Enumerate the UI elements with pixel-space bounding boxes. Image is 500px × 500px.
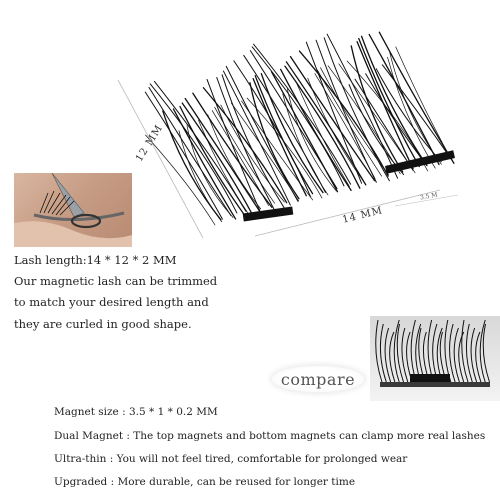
compare-badge: compare	[272, 366, 364, 392]
lash-strand	[297, 83, 350, 186]
spec-magnet-size: Magnet size : 3.5 * 1 * 0.2 MM	[54, 406, 218, 418]
spec-dual-magnet: Dual Magnet : The top magnets and bottom magnets can clamp more real lashes	[54, 430, 486, 442]
compare-lash-strand	[376, 320, 382, 382]
compare-photo	[370, 316, 500, 401]
description-line-2: to match your desired length and	[14, 295, 209, 309]
trimming-photo	[14, 173, 132, 247]
lash-strand	[221, 105, 285, 202]
lash-strand	[145, 92, 222, 219]
height-dimension-label: 12 MM	[134, 122, 166, 164]
lash-strand	[382, 65, 451, 159]
lash-strand	[286, 62, 365, 185]
finger-shape	[14, 221, 132, 247]
compare-lash-strand	[397, 324, 403, 382]
lash-strand	[250, 83, 299, 199]
compare-lash-strand	[462, 320, 468, 382]
lash-strand	[180, 107, 246, 218]
description-line-3: they are curled in good shape.	[14, 317, 192, 331]
description-line-1: Our magnetic lash can be trimmed	[14, 274, 218, 288]
magnet-dimension-label: 3.5 M	[419, 191, 439, 202]
spec-upgraded: Upgraded : More durable, can be reused for longer time	[54, 476, 356, 488]
width-dimension-label: 14 MM	[341, 205, 385, 226]
lash-strand	[396, 47, 452, 160]
magnet-strip-right	[385, 150, 455, 174]
scissors-blade-icon	[52, 173, 84, 217]
spec-ultra-thin: Ultra-thin : You will not feel tired, comfortable for prolonged wear	[54, 453, 408, 465]
lash-length-text: Lash length:14 * 12 * 2 MM	[14, 253, 177, 267]
compare-lash-strand	[483, 324, 489, 382]
lash-strand	[185, 99, 260, 212]
magnet-strip-left	[243, 207, 294, 222]
